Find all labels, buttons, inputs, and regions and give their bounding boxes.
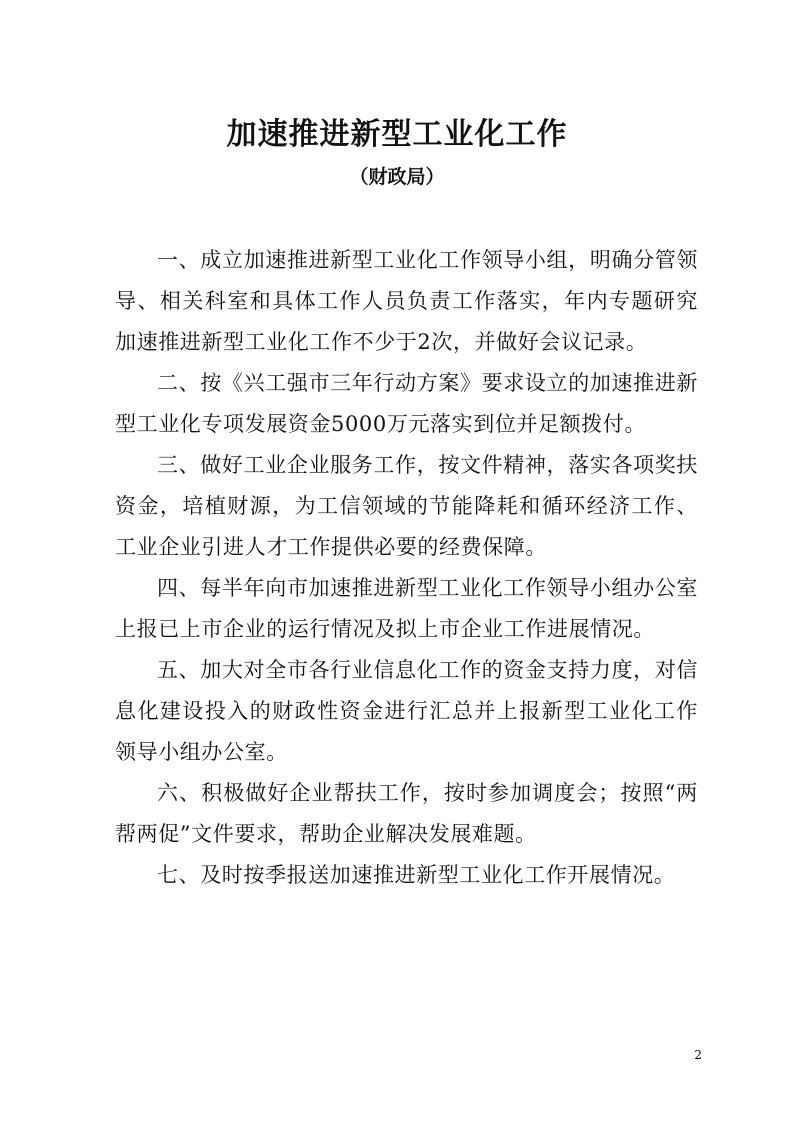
paragraph-3: 三、做好工业企业服务工作，按文件精神，落实各项奖扶资金，培植财源，为工信领域的节能降耗和循环经济工作、工业企业引进人才工作提供必要的经费保障。: [115, 453, 698, 559]
paragraph-2: 二、按《兴工强市三年行动方案》要求设立的加速推进新型工业化专项发展资金5000万元落实到位并足额拨付。: [115, 371, 698, 436]
document-title: 加速推进新型工业化工作: [226, 117, 568, 152]
document-subtitle: （财政局）: [349, 166, 445, 188]
paragraph-5: 五、加大对全市各行业信息化工作的资金支持力度，对信息化建设投入的财政性资金进行汇总并上报新型工业化工作领导小组办公室。: [115, 658, 698, 764]
paragraph-7: 七、及时按季报送加速推进新型工业化工作开展情况。: [157, 863, 676, 887]
document-body: [115, 240, 698, 896]
paragraph-6: 六、积极做好企业帮扶工作，按时参加调度会；按照“两帮两促”文件要求，帮助企业解决发展难题。: [115, 781, 698, 846]
paragraph-4: 四、每半年向市加速推进新型工业化工作领导小组办公室上报已上市企业的运行情况及拟上市企业工作进展情况。: [115, 576, 698, 641]
paragraph-1: 一、成立加速推进新型工业化工作领导小组，明确分管领导、相关科室和具体工作人员负责工作落实，年内专题研究加速推进新型工业化工作不少于2次，并做好会议记录。: [115, 248, 698, 354]
page-number: 2: [694, 1048, 702, 1062]
